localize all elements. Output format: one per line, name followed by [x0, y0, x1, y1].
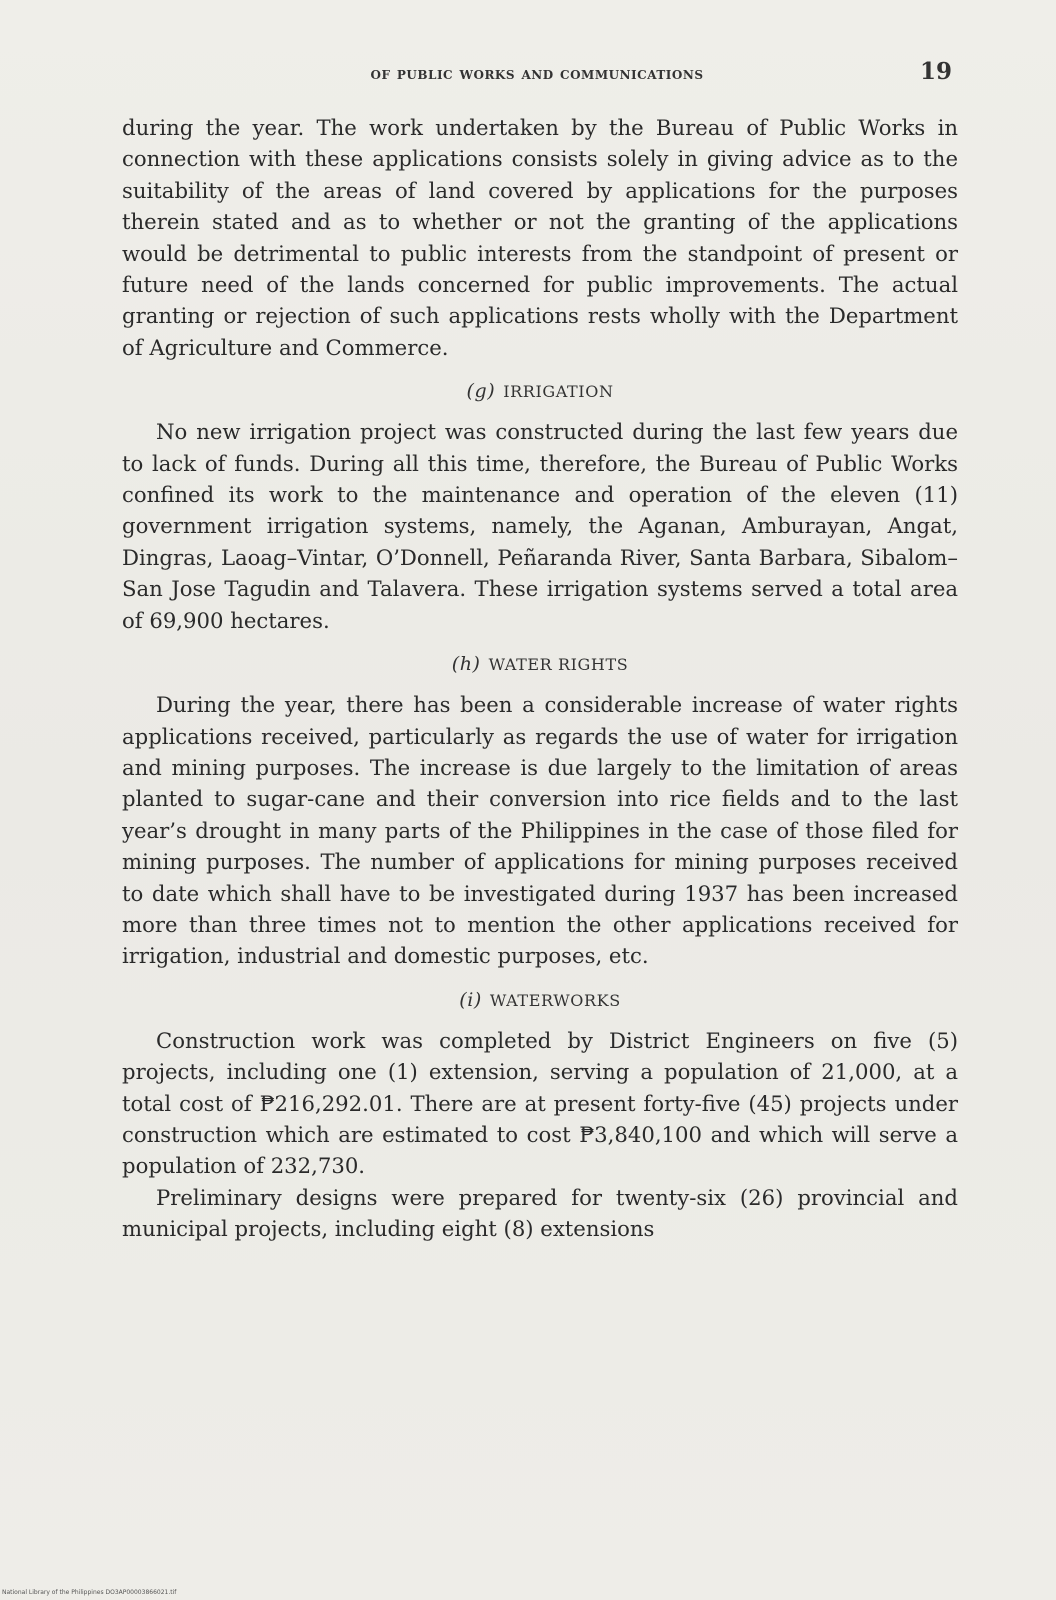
paragraph-waterworks-designs: Preliminary designs were prepared for twenty-six (26) provincial and municipal projects, including eight (8) extensions	[122, 1184, 958, 1242]
section-letter: (i)	[459, 988, 482, 1011]
page-header	[122, 58, 952, 90]
paragraph-continuation: during the year. The work undertaken by the Bureau of Public Works in connection with these applications consists solely in giving advice as to the suitability of the areas of land covered by applications for the purposes therein stated and as to whether or not the granting of the applications would be detrimental to public interests from the standpoint of present or future need of the lands concerned for public improvements. The actual granting or rejection of such applications rests wholly with the Department of Agriculture and Commerce.	[122, 115, 958, 360]
section-heading-waterworks	[122, 986, 958, 1015]
paragraph-water-rights: During the year, there has been a considerable increase of water rights applications received, particularly as regards the use of water for irrigation and mining purposes. The increase is due largely to the limitation of areas planted to sugar-cane and their conversion into rice fields and to the last year’s drought in many parts of the Philippines in the case of those filed for mining purposes. The number of applications for mining purposes received to date which shall have to be investigated during 1937 has been increased more than three times not to mention the other applications received for irrigation, industrial and domestic purposes, etc.	[122, 692, 958, 969]
section-heading-water-rights	[122, 650, 958, 679]
section-heading-irrigation	[122, 377, 958, 406]
running-head: of public works and communications	[370, 64, 704, 84]
paragraph-irrigation: No new irrigation project was constructed during the last few years due to lack of funds. During all this time, therefore, the Bureau of Public Works confined its work to the maintenance and operation of the eleven (11) government irrigation systems, namely, the Aganan, Amburayan, Angat, Dingras, Laoag–Vintar, O’Donnell, Peñaranda River, Santa Barbara, Sibalom–San Jose Tagudin and Talavera. These irrigation systems served a total area of 69,900 hectares.	[122, 419, 958, 633]
page-body	[122, 112, 958, 1245]
section-title: IRRIGATION	[503, 382, 614, 402]
section-letter: (h)	[451, 653, 481, 676]
scan-credit: National Library of the Philippines DO3AP00003866021.tif	[2, 1589, 177, 1596]
section-title: WATERWORKS	[489, 990, 621, 1010]
section-title: WATER RIGHTS	[488, 655, 629, 675]
section-letter: (g)	[466, 380, 496, 403]
paragraph-waterworks-construction: Construction work was completed by District Engineers on five (5) projects, including one (1) extension, serving a population of 21,000, at a total cost of ₱216,292.01. There are at present forty-five (45) projects under construction which are estimated to cost ₱3,840,100 and which will serve a population of 232,730.	[122, 1027, 958, 1179]
page-number: 19	[919, 58, 952, 85]
